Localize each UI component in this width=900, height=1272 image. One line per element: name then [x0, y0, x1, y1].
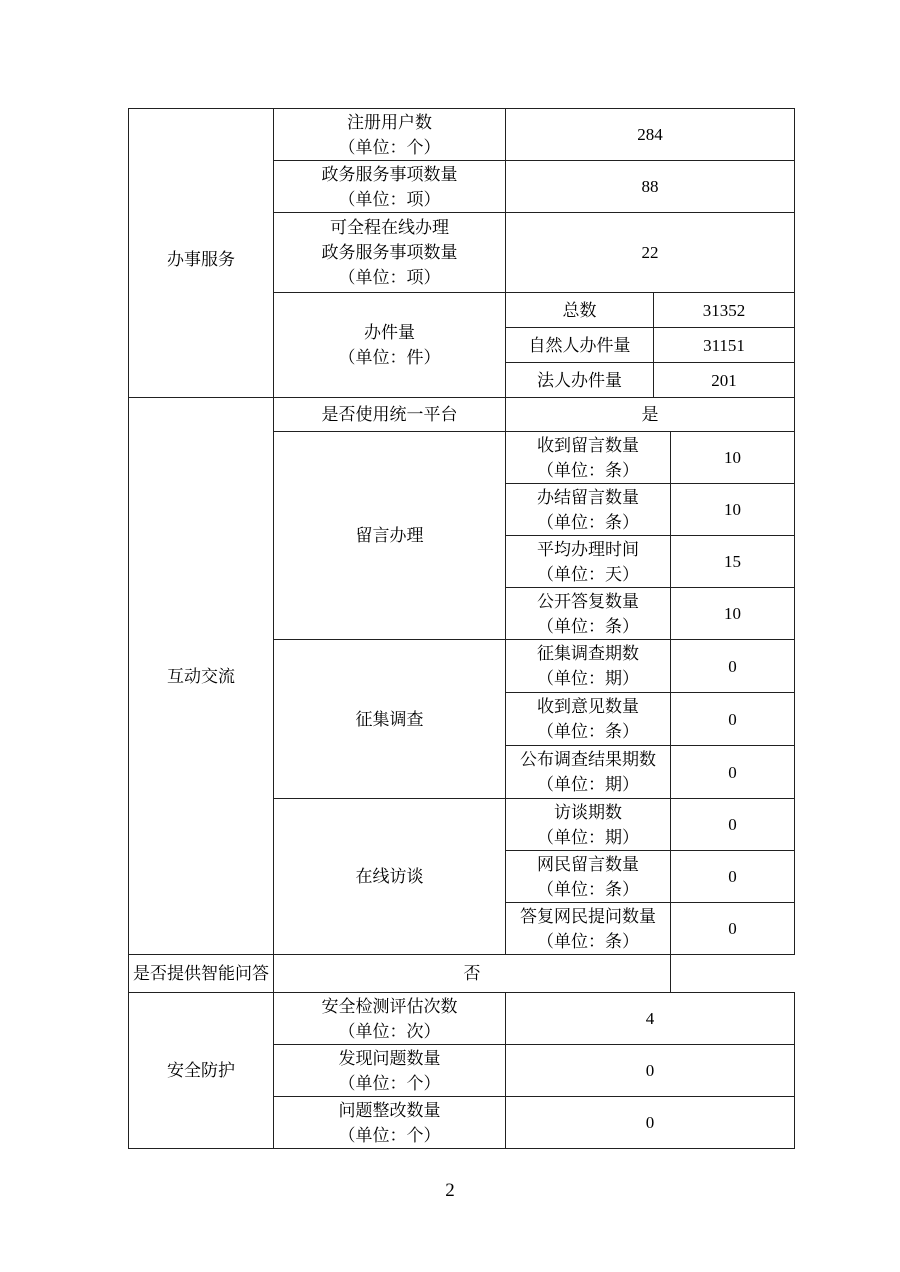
sub-metric-unit: （单位：条）	[537, 722, 639, 741]
sub-metric-label: 公布调查结果期数	[520, 750, 656, 769]
section-security-table	[128, 992, 795, 1149]
sub-metric-value: 0	[671, 693, 795, 746]
metric-cell	[274, 213, 506, 293]
sub-metric-value: 0	[671, 799, 795, 851]
metric-unit: （单位：个）	[338, 137, 441, 157]
sub-metric-unit: （单位：条）	[537, 512, 639, 532]
metric-label: 是否使用统一平台	[274, 398, 506, 432]
metric-unit: （单位：次）	[338, 1021, 441, 1041]
sub-metric-unit: （单位：条）	[537, 616, 639, 636]
sub-metric-cell	[506, 432, 671, 484]
category-cell-security	[129, 993, 274, 1149]
sub-metric-value: 0	[671, 903, 795, 955]
metric-label: 政务服务事项数量	[321, 164, 458, 184]
category-label: 互动交流	[167, 666, 235, 686]
sub-metric-unit: （单位：期）	[537, 827, 639, 847]
sub-metric-cell	[506, 484, 671, 536]
sub-metric-label: 征集调查期数	[537, 644, 639, 663]
sub-metric-unit: （单位：期）	[537, 669, 639, 688]
category-label: 办事服务	[167, 250, 235, 269]
page-number: 2	[445, 1180, 455, 1201]
group-cell-liuyan	[274, 432, 506, 640]
group-unit: （单位：件）	[338, 348, 441, 367]
sub-metric-label: 公开答复数量	[537, 591, 639, 611]
category-label: 安全防护	[167, 1061, 235, 1080]
sub-metric-cell	[506, 799, 671, 851]
group-cell-fangtan	[274, 799, 506, 955]
sub-metric-unit: （单位：条）	[537, 879, 639, 899]
sub-metric-unit: （单位：天）	[537, 564, 639, 584]
metric-value: 4	[506, 993, 795, 1045]
group-cell-zhengji	[274, 640, 506, 799]
sub-metric-label: 收到留言数量	[537, 435, 639, 455]
sub-metric-value: 31352	[654, 293, 795, 328]
metric-label-line2: 政务服务事项数量	[321, 243, 458, 262]
sub-metric-cell	[506, 903, 671, 955]
sub-metric-label: 总数	[506, 293, 654, 328]
metric-cell	[274, 1045, 506, 1097]
sub-metric-value: 10	[671, 588, 795, 640]
group-label: 留言办理	[355, 526, 424, 545]
metric-cell	[274, 1097, 506, 1149]
sub-metric-label: 收到意见数量	[537, 697, 639, 716]
sub-metric-unit: （单位：期）	[537, 775, 639, 794]
sub-metric-value: 15	[671, 536, 795, 588]
sub-metric-cell	[506, 640, 671, 693]
metric-value: 0	[506, 1097, 795, 1149]
category-cell-interaction	[129, 398, 274, 955]
metric-label: 安全检测评估次数	[321, 996, 458, 1016]
metric-unit: （单位：项）	[338, 268, 441, 287]
sub-metric-label: 法人办件量	[506, 363, 654, 398]
sub-metric-cell	[506, 588, 671, 640]
sub-metric-label: 访谈期数	[554, 802, 622, 822]
metric-value: 是	[506, 398, 795, 432]
metric-label: 是否提供智能问答	[129, 955, 274, 993]
metric-value: 284	[506, 109, 795, 161]
sub-metric-unit: （单位：条）	[537, 931, 639, 951]
metric-value: 否	[274, 955, 671, 993]
group-label: 办件量	[364, 323, 415, 342]
sub-metric-value: 0	[671, 640, 795, 693]
group-label: 在线访谈	[355, 867, 424, 886]
metric-value: 0	[506, 1045, 795, 1097]
sub-metric-label: 答复网民提问数量	[520, 906, 656, 926]
metric-value: 22	[506, 213, 795, 293]
annual-report-table	[128, 108, 795, 1149]
sub-metric-cell	[506, 851, 671, 903]
section-service-table	[128, 108, 795, 398]
metric-cell	[274, 109, 506, 161]
metric-label: 问题整改数量	[338, 1100, 441, 1120]
sub-metric-value: 31151	[654, 328, 795, 363]
sub-metric-value: 10	[671, 484, 795, 536]
group-label: 征集调查	[355, 709, 424, 729]
metric-cell	[274, 161, 506, 213]
sub-metric-unit: （单位：条）	[537, 460, 639, 480]
section-interaction-table	[128, 397, 795, 993]
metric-value: 88	[506, 161, 795, 213]
category-cell-service	[129, 109, 274, 398]
sub-metric-value: 201	[654, 363, 795, 398]
sub-metric-value: 0	[671, 851, 795, 903]
sub-metric-cell	[506, 746, 671, 799]
sub-metric-value: 10	[671, 432, 795, 484]
sub-metric-label: 自然人办件量	[506, 328, 654, 363]
metric-cell	[274, 993, 506, 1045]
group-cell-banjianliang	[274, 293, 506, 398]
metric-unit: （单位：项）	[338, 189, 441, 209]
metric-label: 注册用户数	[347, 112, 432, 132]
sub-metric-cell	[506, 693, 671, 746]
sub-metric-value: 0	[671, 746, 795, 799]
sub-metric-cell	[506, 536, 671, 588]
sub-metric-label: 平均办理时间	[537, 539, 639, 559]
metric-label: 可全程在线办理	[330, 218, 449, 237]
metric-label: 发现问题数量	[338, 1048, 441, 1068]
metric-unit: （单位：个）	[338, 1125, 441, 1145]
sub-metric-label: 网民留言数量	[537, 854, 639, 874]
metric-unit: （单位：个）	[338, 1073, 441, 1093]
sub-metric-label: 办结留言数量	[537, 487, 639, 507]
